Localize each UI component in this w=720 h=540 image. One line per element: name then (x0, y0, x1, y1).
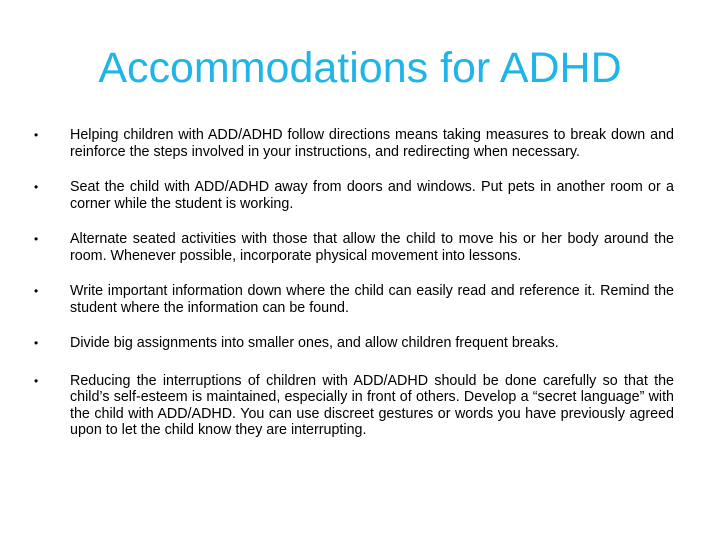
bullet-icon: • (34, 180, 39, 194)
bullet-text: Seat the child with ADD/ADHD away from doors and windows. Put pets in another room or a corner while the student is working. (70, 179, 674, 212)
bullet-icon: • (34, 373, 39, 388)
bullet-icon: • (34, 284, 39, 298)
bullet-icon: • (34, 128, 39, 142)
bullet-icon: • (34, 232, 39, 246)
bullet-item (34, 127, 674, 160)
bullet-item (34, 373, 674, 439)
bullet-icon: • (34, 336, 39, 350)
bullet-item (34, 335, 674, 352)
bullet-item (34, 179, 674, 212)
bullet-item (34, 231, 674, 264)
bullet-list (34, 127, 674, 458)
bullet-text: Divide big assignments into smaller ones, and allow children frequent breaks. (70, 335, 559, 351)
bullet-text: Reducing the interruptions of children with ADD/ADHD should be done carefully so that the child’s self-esteem is maintained, especially in front of others. Develop a “secret language” with the child with ADD/ADHD. You can use discreet gestures or words you have previously agreed upon to let the child know they are interrupting. (70, 372, 674, 438)
bullet-text: Helping children with ADD/ADHD follow directions means taking measures to break down and reinforce the steps involved in your instructions, and redirecting when necessary. (70, 127, 674, 160)
bullet-text: Write important information down where the child can easily read and reference it. Remind the student where the information can be found. (70, 283, 674, 316)
bullet-item (34, 283, 674, 316)
slide-title: Accommodations for ADHD (98, 44, 622, 92)
bullet-text: Alternate seated activities with those that allow the child to move his or her body around the room. Whenever possible, incorporate physical movement into lessons. (70, 231, 674, 264)
